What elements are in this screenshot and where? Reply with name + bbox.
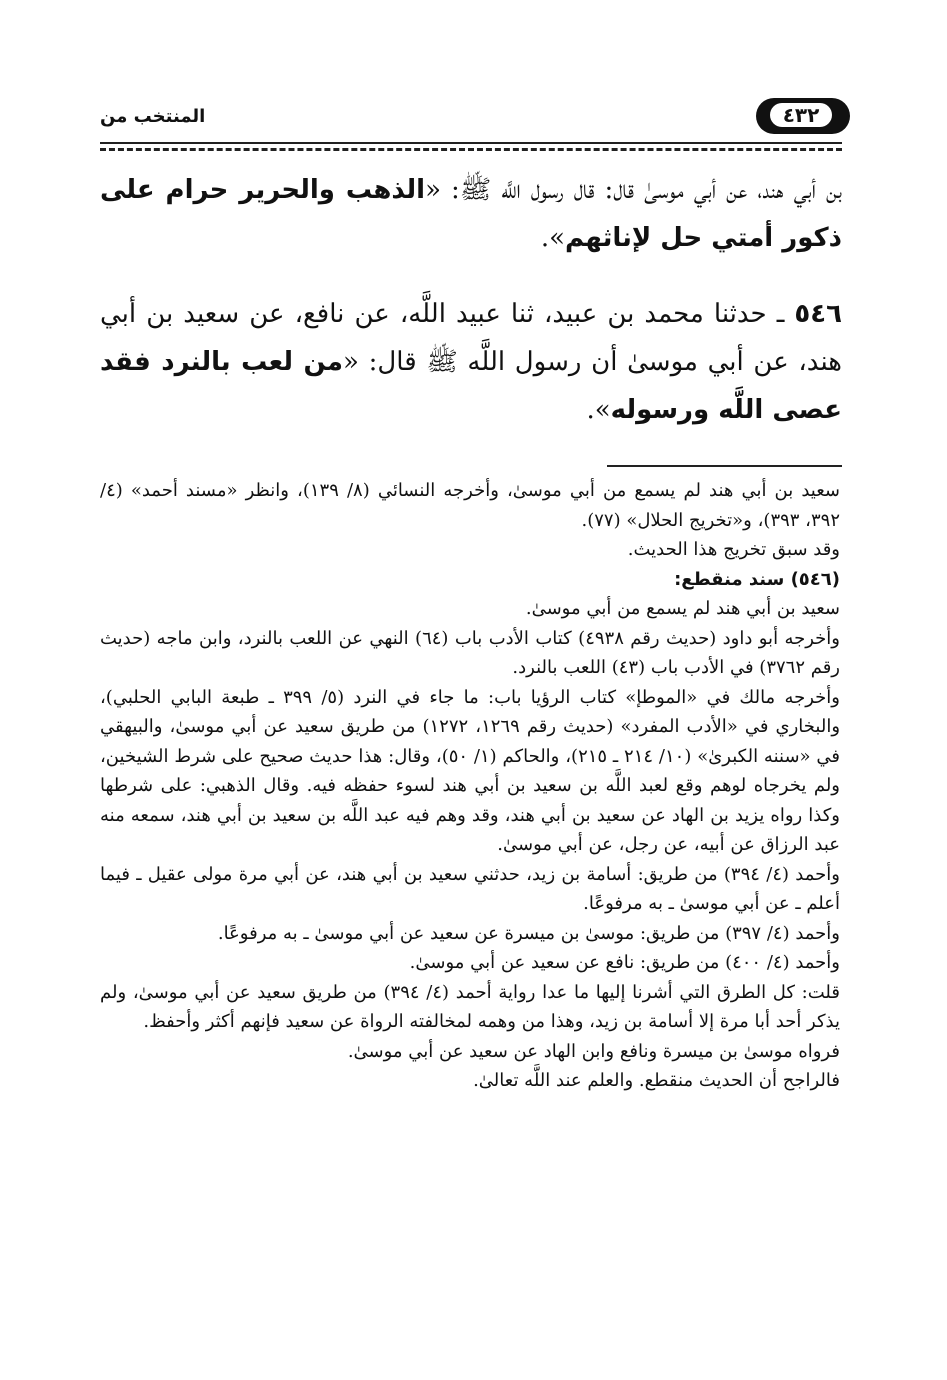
hadith-paragraph-546 (100, 290, 842, 434)
paragraph-continuation (100, 166, 842, 262)
page-number-badge (756, 98, 850, 134)
running-title: المنتخب من (100, 106, 206, 127)
page-header (100, 94, 850, 138)
footnote-line: سعيد بن أبي هند لم يسمع من أبي موسىٰ، وأخرجه النسائي (٨/ ١٣٩)، وانظر «مسند أحمد» (٤/ ٣٩٢، ٣٩٣)، و«تخريج الحلال» (٧٧). (100, 480, 840, 531)
footnote-line: وأخرجه مالك في «الموطإ» كتاب الرؤيا باب: ما جاء في النرد (٥/ ٣٩٩ ـ طبعة البابي الحلبي)، والبخاري في «الأدب المفرد» (حديث رقم ١٢٦٩، ١٢٧٢) من طريق سعيد عن أبي موسىٰ، والبيهقي في «سننه الكبرىٰ» (١٠/ ٢١٤ ـ ٢١٥)، والحاكم (١/ ٥٠)، وقال: هذا حديث صحيح على شرط الشيخين، ولم يخرجاه لوهم وقع لعبد اللَّه بن سعيد بن أبي هند لسوء حفظه فيه. وقال الذهبي: على شرطها وكذا رواه يزيد بن الهاد عن سعيد بن أبي هند، وقد وهم فيه عبد اللَّه بن سعيد بن أبي هند، سمعه منه عبد الرزاق عن أبيه، عن رجل، عن أبي موسىٰ. (100, 686, 841, 855)
footnote-line: وأخرجه أبو داود (حديث رقم ٤٩٣٨) كتاب الأدب باب (٦٤) النهي عن اللعب بالنرد، وابن ماجه (حديث رقم ٣٧٦٢) في الأدب باب (٤٣) اللعب بالنرد. (100, 627, 841, 678)
hadith-text: من لعب بالنرد فقد عصى اللَّه ورسوله (100, 347, 842, 425)
narration-text: بن أبي هند، عن أبي موسىٰ قال: قال رسول اللَّه ﷺ: « (425, 175, 842, 205)
footnote-line: وأحمد (٤/ ٣٩٤) من طريق: أسامة بن زيد، حدثني سعيد بن أبي هند، عن أبي مرة مولى عقيل ـ فيما أعلم ـ عن أبي موسىٰ ـ به مرفوعًا. (100, 863, 840, 914)
quote-close: ». (586, 395, 611, 425)
narration-text: ـ حدثنا محمد بن عبيد، ثنا عبيد اللَّه، عن نافع، عن سعيد بن أبي هند، عن أبي موسىٰ أن رسول اللَّه ﷺ قال: « (100, 299, 843, 377)
footnote-line: قلت: كل الطرق التي أشرنا إليها ما عدا رواية أحمد (٤/ ٣٩٤) من طريق سعيد عن أبي موسىٰ، ولم يذكر أحد أبا مرة إلا أسامة بن زيد، وهذا من وهمه لمخالفته الرواة عن سعيد فإنهم أكثر وأحفظ. (100, 981, 840, 1032)
footnote-line: سعيد بن أبي هند لم يسمع من أبي موسىٰ. (525, 598, 840, 619)
hadith-number: ٥٤٦ (794, 299, 842, 329)
header-rule (100, 142, 842, 144)
footnote-line: وأحمد (٤/ ٤٠٠) من طريق: نافع عن سعيد عن أبي موسىٰ. (409, 952, 840, 973)
footnote-separator (607, 465, 842, 467)
hadith-text: الذهب والحرير حرام على ذكور أمتي حل لإناثهم (100, 175, 842, 253)
footnote-line: وقد سبق تخريج هذا الحديث. (627, 539, 840, 560)
footnote-line: فرواه موسىٰ بن ميسرة ونافع وابن الهاد عن سعيد عن أبي موسىٰ. (347, 1040, 840, 1062)
main-text (100, 166, 842, 434)
footnote-line: وأحمد (٤/ ٣٩٧) من طريق: موسىٰ بن ميسرة عن سعيد عن أبي موسىٰ ـ به مرفوعًا. (217, 922, 840, 944)
quote-close: ». (540, 223, 566, 253)
page-number: ٤٣٢ (770, 103, 832, 127)
footnote-line: فالراجح أن الحديث منقطع. والعلم عند اللَّه تعالىٰ. (473, 1070, 840, 1091)
footnote-heading: (٥٤٦) سند منقطع: (674, 568, 840, 590)
footnotes (100, 476, 840, 1096)
header-dashed-rule (100, 148, 842, 151)
